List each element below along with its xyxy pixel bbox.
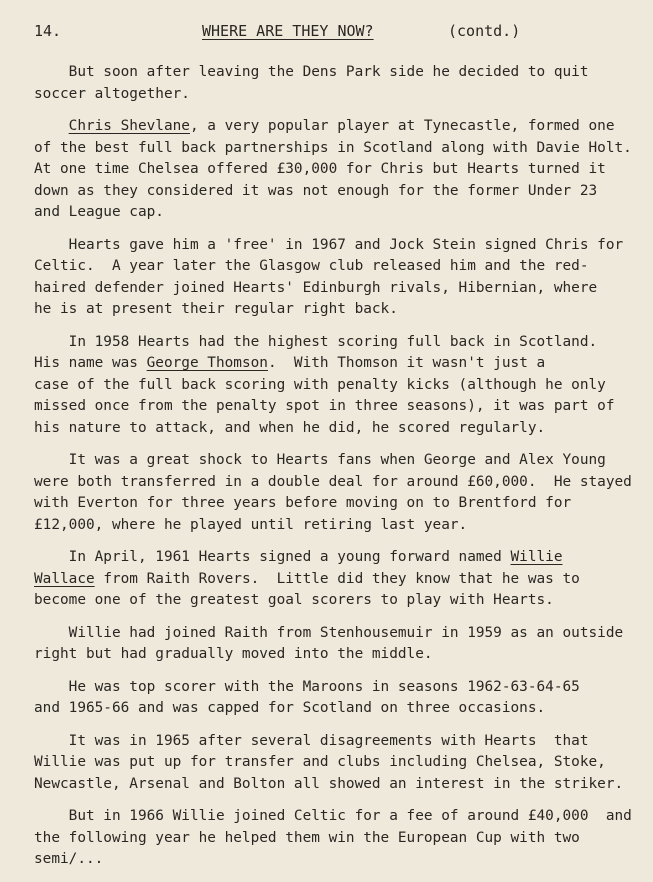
text-line (34, 62, 634, 84)
page-title: WHERE ARE THEY NOW? (202, 22, 374, 40)
text-segment: from Raith Rovers. Little did they know that he was to (94, 570, 580, 587)
paragraph (34, 806, 634, 871)
text-line (34, 590, 634, 612)
text-line (34, 472, 634, 494)
text-line (34, 396, 634, 418)
text-line (34, 806, 634, 828)
text-line (34, 299, 634, 321)
text-segment: Celtic. A year later the Glasgow club released him and the red- (34, 258, 589, 274)
text-segment: Hearts gave him a 'free' in 1967 and Jock Stein signed Chris for (34, 236, 624, 253)
text-line (34, 493, 634, 515)
text-line (34, 278, 634, 300)
underlined-name: Wallace (34, 570, 95, 587)
text-segment: down as they considered it was not enough for the former Under 23 (34, 182, 598, 199)
text-line (34, 515, 634, 537)
text-segment: In 1958 Hearts had the highest scoring full back in Scotland. (34, 333, 598, 350)
page-number: 14. (34, 22, 62, 40)
text-line (34, 849, 634, 871)
text-segment: his nature to attack, and when he did, he scored regularly. (34, 419, 546, 436)
paragraph (34, 731, 634, 796)
text-segment: and League cap. (34, 204, 164, 220)
text-line (34, 677, 634, 699)
text-segment: case of the full back scoring with penalty kicks (although he only (34, 376, 606, 393)
text-line (34, 332, 634, 354)
text-line (34, 202, 634, 224)
paragraph (34, 116, 634, 224)
text-segment: and 1965-66 and was capped for Scotland on three occasions. (34, 700, 546, 716)
text-line (34, 181, 634, 203)
text-line (34, 450, 634, 472)
text-segment: were both transferred in a double deal for around £60,000. He stayed (34, 473, 632, 490)
text-line (34, 547, 634, 569)
continued-label: (contd.) (448, 22, 521, 40)
text-segment: , a very popular player at Tynecastle, formed one (189, 118, 615, 134)
text-segment: It was in 1965 after several disagreements with Hearts that (34, 732, 589, 749)
text-segment: £12,000, where he played until retiring last year. (34, 516, 468, 533)
underlined-name: Chris Shevlane (68, 118, 190, 134)
text-line (34, 159, 634, 181)
paragraph (34, 677, 634, 720)
text-segment: In April, 1961 Hearts signed a young forward named (34, 549, 511, 565)
text-line (34, 752, 634, 774)
text-line (34, 256, 634, 278)
text-segment: But soon after leaving the Dens Park side he decided to quit (34, 64, 589, 80)
text-segment: become one of the greatest goal scorers to play with Hearts. (34, 592, 554, 608)
text-line (34, 731, 634, 753)
text-line (34, 418, 634, 440)
text-segment: Newcastle, Arsenal and Bolton all showed an interest in the striker. (34, 775, 624, 792)
text-line (34, 235, 634, 257)
text-line (34, 375, 634, 397)
paragraph (34, 547, 634, 612)
text-line (34, 623, 634, 645)
text-segment: semi/... (34, 851, 104, 867)
text-segment: haired defender joined Hearts' Edinburgh rivals, Hibernian, where (34, 279, 598, 296)
text-line (34, 116, 634, 138)
text-line (34, 138, 634, 160)
text-segment: Willie was put up for transfer and clubs including Chelsea, Stoke, (34, 754, 606, 770)
text-line (34, 828, 634, 850)
text-segment: His name was (34, 355, 147, 371)
text-segment: the following year he helped them win the European Cup with two (34, 829, 580, 846)
text-segment: of the best full back partnerships in Scotland along with Davie Holt. (34, 139, 632, 156)
paragraph (34, 623, 634, 666)
text-segment: It was a great shock to Hearts fans when George and Alex Young (34, 452, 606, 468)
text-line (34, 569, 634, 591)
text-segment: right but had gradually moved into the middle. (34, 646, 433, 662)
text-line (34, 84, 634, 106)
article-body (34, 62, 634, 882)
text-segment: he is at present their regular right back. (34, 301, 398, 317)
text-line (34, 353, 634, 375)
text-segment: But in 1966 Willie joined Celtic for a fee of around £40,000 and (34, 808, 632, 824)
paragraph (34, 62, 634, 105)
text-segment: At one time Chelsea offered £30,000 for Chris but Hearts turned it (34, 161, 606, 177)
text-segment: with Everton for three years before moving on to Brentford for (34, 495, 572, 511)
text-segment: . With Thomson it wasn't just a (267, 355, 546, 371)
paragraph (34, 235, 634, 321)
text-line (34, 698, 634, 720)
text-line (34, 774, 634, 796)
paragraph (34, 450, 634, 536)
underlined-name: Willie (510, 549, 563, 565)
text-segment: soccer altogether. (34, 85, 190, 102)
underlined-name: George Thomson (146, 355, 268, 371)
text-segment (34, 118, 69, 134)
text-segment: Willie had joined Raith from Stenhousemuir in 1959 as an outside (34, 624, 624, 641)
text-line (34, 644, 634, 666)
text-segment: missed once from the penalty spot in three seasons), it was part of (34, 398, 615, 414)
paragraph (34, 332, 634, 440)
text-segment: He was top scorer with the Maroons in seasons 1962-63-64-65 (34, 678, 580, 695)
